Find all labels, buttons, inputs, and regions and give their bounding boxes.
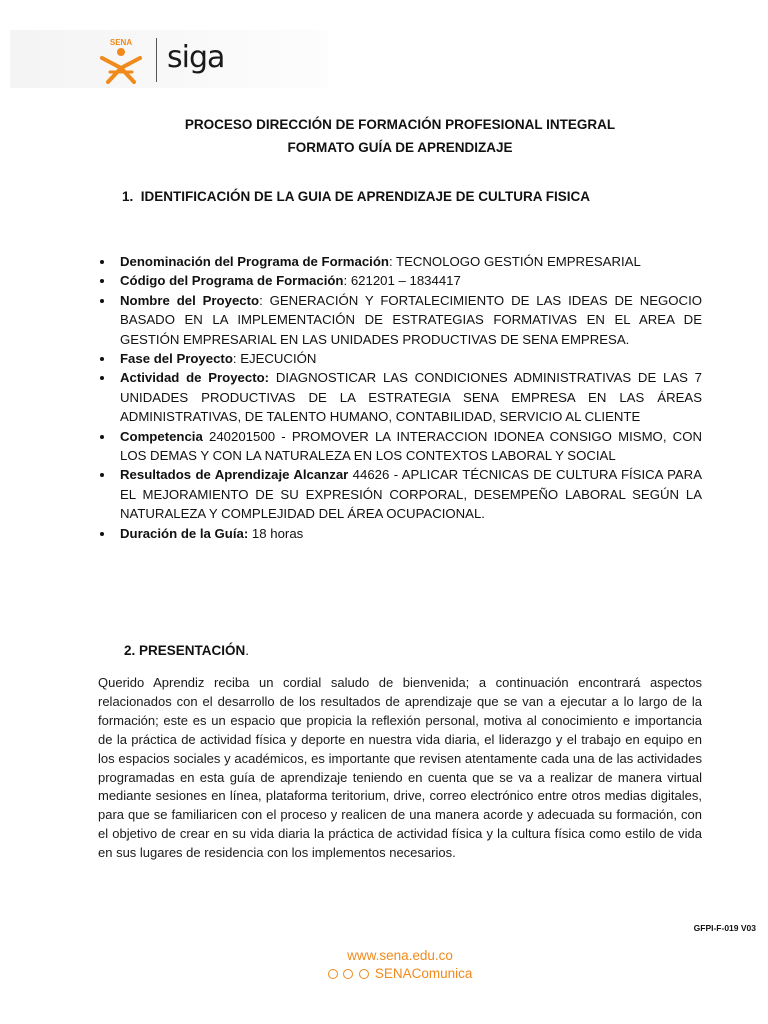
list-item: Competencia 240201500 - PROMOVER LA INTERACCION IDONEA CONSIGO MISMO, CON LOS DEMAS Y CON LA NATURALEZA EN LOS CONTEXTOS LABORAL Y SOCIAL	[120, 427, 702, 466]
footer-social	[0, 966, 768, 981]
sena-logo-icon	[96, 36, 146, 84]
list-item: Nombre del Proyecto: GENERACIÓN Y FORTALECIMIENTO DE LAS IDEAS DE NEGOCIO BASADO EN LA IMPLEMENTACIÓN DE ESTRATEGIAS FORMATIVAS EN EL AREA DE GESTIÓN EMPRESARIAL EN LAS UNIDADES PRODUCTIVAS DE SENA EMPRESA.	[120, 291, 702, 349]
document-subtitle: FORMATO GUÍA DE APRENDIZAJE	[287, 140, 513, 155]
instagram-icon	[328, 969, 338, 979]
facebook-icon	[343, 969, 353, 979]
list-item: Código del Programa de Formación: 621201 – 1834417	[120, 271, 702, 290]
section-2-title: 2. PRESENTACIÓN	[124, 643, 246, 658]
list-item: Duración de la Guía: 18 horas	[120, 524, 702, 543]
list-item: Resultados de Aprendizaje Alcanzar 44626 - APLICAR TÉCNICAS DE CULTURA FÍSICA PARA EL MEJORAMIENTO DE SU EXPRESIÓN CORPORAL, DESEMPEÑO LABORAL SEGÚN LA NATURALEZA Y COMPLEJIDAD DEL ÁREA OCUPACIONAL.	[120, 465, 702, 523]
social-handle[interactable]: SENAComunica	[374, 966, 473, 981]
header-logos	[96, 35, 224, 85]
twitter-icon	[359, 969, 369, 979]
section-1-number: 1.	[122, 189, 134, 204]
list-item: Denominación del Programa de Formación: TECNOLOGO GESTIÓN EMPRESARIAL	[120, 252, 702, 271]
section-1-title: IDENTIFICACIÓN DE LA GUIA DE APRENDIZAJE DE CULTURA FISICA	[140, 189, 591, 204]
document-code: GFPI-F-019 V03	[693, 923, 756, 933]
footer-website-link[interactable]: www.sena.edu.co	[347, 948, 453, 963]
section-1-heading	[122, 189, 590, 204]
svg-text:SENA: SENA	[109, 38, 133, 47]
section-2-heading: 2. PRESENTACIÓN.	[124, 643, 250, 658]
document-title: PROCESO DIRECCIÓN DE FORMACIÓN PROFESIONAL INTEGRAL	[184, 117, 616, 132]
siga-logo-text: siga	[167, 39, 225, 75]
logo-divider	[156, 38, 157, 82]
list-item: Actividad de Proyecto: DIAGNOSTICAR LAS CONDICIONES ADMINISTRATIVAS DE LAS 7 UNIDADES PRODUCTIVAS DE LA ESTRATEGIA SENA EMPRESA EN LAS ÁREAS ADMINISTRATIVAS, DE TALENTO HUMANO, CONTABILIDAD, SERVICIO AL CLIENTE	[120, 368, 702, 426]
program-info-list	[120, 252, 702, 543]
presentation-paragraph: Querido Aprendiz reciba un cordial saludo de bienvenida; a continuación encontrará aspectos relacionados con el desarrollo de los resultados de aprendizaje que se van a ejecutar a lo largo de la formación; este es un espacio que propicia la reflexión personal, motiva al conocimiento e importancia de la práctica de actividad física y deporte en nuestra vida diaria, el liderazgo y el trabajo en equipo en los espacios sociales y académicos, es importante que revisen atentamente cada una de las actividades programadas en esta guía de aprendizaje teniendo en cuenta que se va a realizar de manera virtual mediante sesiones en línea, plataforma teritorium, drive, correo electrónico entre otros medias digitales, para que se familiaricen con el proceso y realicen de una manera acorde y adecuada su formación, con el objetivo de crear en su vida diaria la práctica de actividad física y la cultura física como estilo de vida en sus lugares de residencia con los implementos necesarios.	[98, 675, 702, 861]
list-item: Fase del Proyecto: EJECUCIÓN	[120, 349, 702, 368]
